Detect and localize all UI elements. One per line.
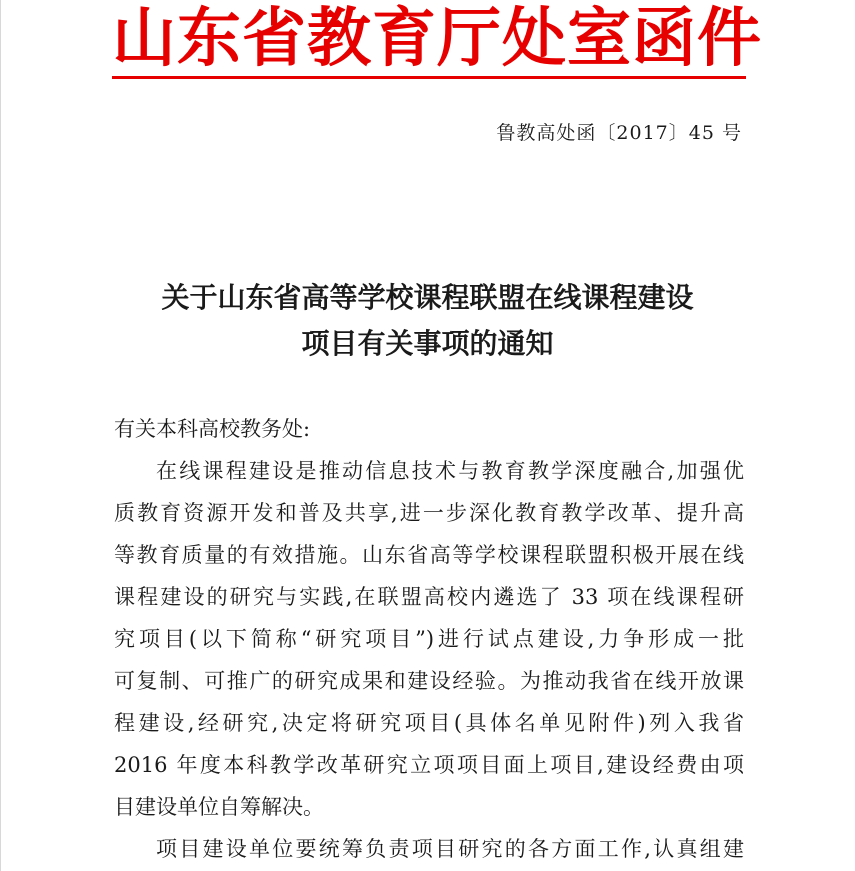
document-number: 鲁教高处函〔2017〕45 号	[496, 122, 742, 144]
notice-title-line-1: 关于山东省高等学校课程联盟在线课程建设	[161, 281, 694, 314]
body-line-5: 究项目(以下简称“研究项目”)进行试点建设,力争形成一批	[114, 627, 744, 651]
body-line-8: 2016 年度本科教学改革研究立项项目面上项目,建设经费由项	[114, 753, 744, 777]
body-line-9: 目建设单位自筹解决。	[114, 795, 324, 819]
body-line-3: 等教育质量的有效措施。山东省高等学校课程联盟积极开展在线	[114, 543, 744, 567]
body-line-6: 可复制、可推广的研究成果和建设经验。为推动我省在线开放课	[114, 669, 744, 693]
body-line-1: 在线课程建设是推动信息技术与教育教学深度融合,加强优	[156, 459, 744, 483]
body-line-10: 项目建设单位要统筹负责项目研究的各方面工作,认真组建	[156, 837, 744, 861]
notice-title-line-2: 项目有关事项的通知	[301, 327, 554, 360]
body-line-7: 程建设,经研究,决定将研究项目(具体名单见附件)列入我省	[114, 711, 744, 735]
body-line-4: 课程建设的研究与实践,在联盟高校内遴选了 33 项在线课程研	[114, 585, 744, 609]
page-edge	[0, 0, 1, 871]
salutation: 有关本科高校教务处:	[114, 417, 311, 441]
letterhead-red-rule	[112, 76, 746, 79]
body-line-2: 质教育资源开发和普及共享,进一步深化教育教学改革、提升高	[114, 501, 744, 525]
letterhead-title: 山东省教育厅处室函件	[112, 2, 762, 76]
